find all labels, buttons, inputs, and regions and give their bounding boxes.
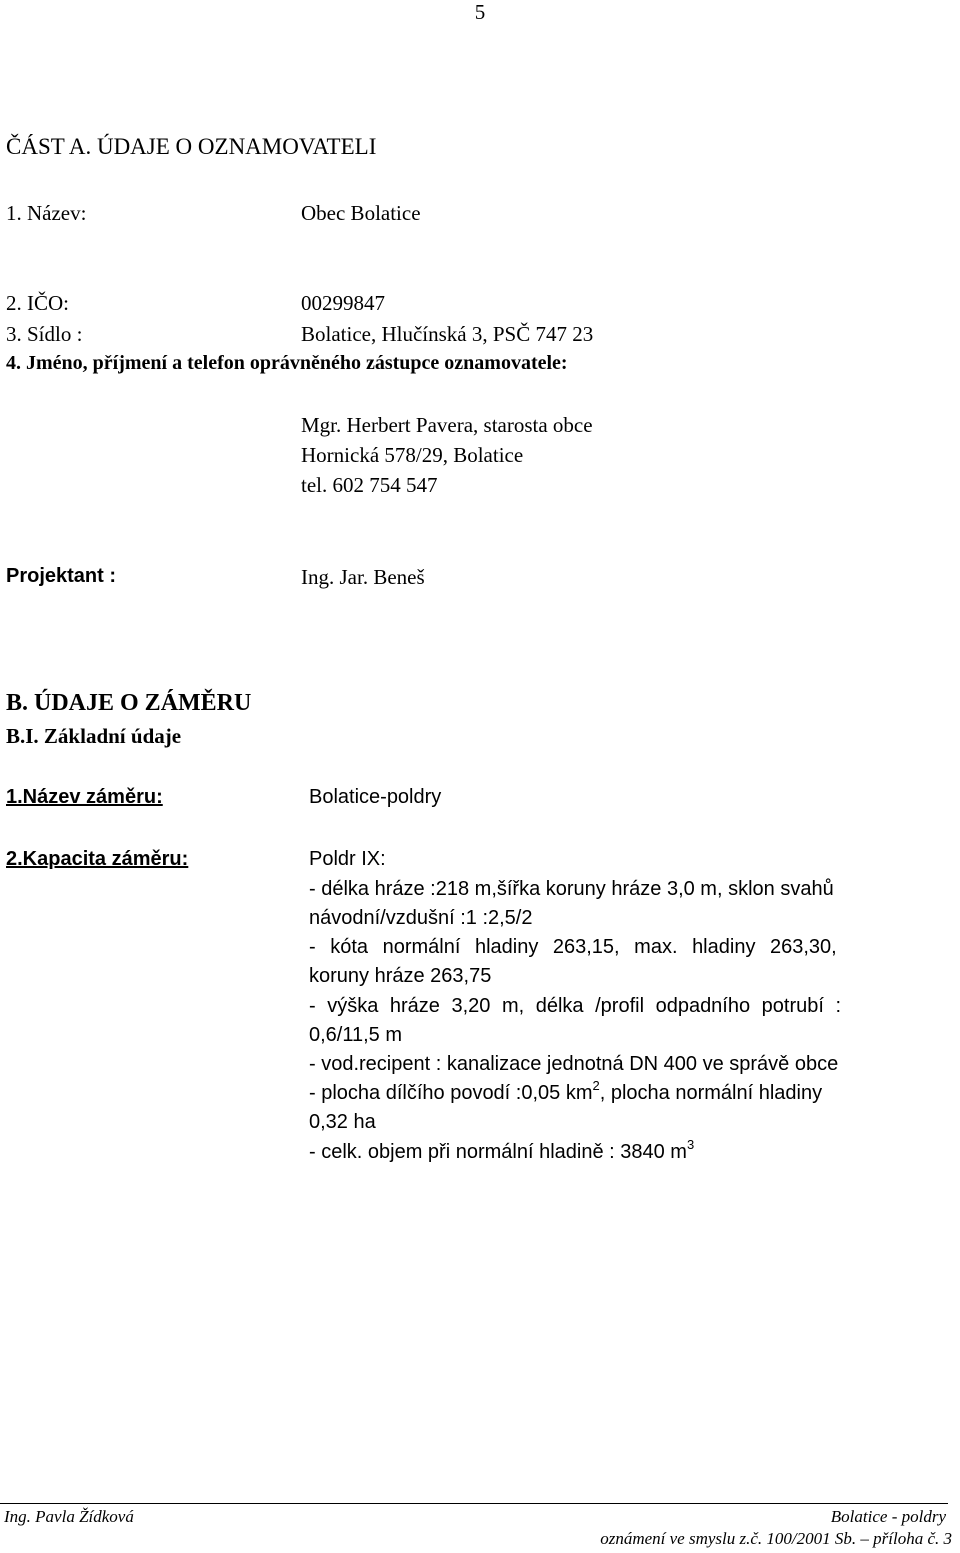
seat-value: Bolatice, Hlučínská 3, PSČ 747 23 [301, 322, 594, 346]
footer-author: Ing. Pavla Žídková [4, 1507, 134, 1526]
item-1-label: 1.Název záměru: [6, 786, 163, 808]
name-value: Obec Bolatice [301, 201, 421, 225]
section-b-subheading: B.I. Základní údaje [6, 724, 182, 748]
seat-label: 3. Sídlo : [6, 322, 83, 346]
designer-value: Ing. Jar. Beneš [301, 565, 425, 589]
capacity-line: koruny hráze 263,75 [309, 965, 492, 987]
capacity-line-text: - plocha dílčího povodí :0,05 km [309, 1082, 593, 1104]
capacity-line: - kóta normální hladiny 263,15, max. hladiny 263,30, [309, 936, 837, 958]
capacity-line-text: - celk. objem při normální hladině : 3840 m [309, 1141, 687, 1163]
designer-label: Projektant : [6, 565, 117, 587]
footer-note: oznámení ve smyslu z.č. 100/2001 Sb. – příloha č. 3 [600, 1529, 952, 1548]
section-b-heading: B. ÚDAJE O ZÁMĚRU [6, 690, 252, 716]
capacity-line [309, 1078, 823, 1105]
name-label: 1. Název: [6, 201, 87, 225]
capacity-line: 0,6/11,5 m [309, 1024, 403, 1046]
ico-label: 2. IČO: [6, 291, 69, 315]
footer-rule [0, 1503, 948, 1504]
footer-project: Bolatice - poldry [830, 1507, 946, 1526]
superscript: 3 [686, 1137, 695, 1152]
section-a-heading: ČÁST A. ÚDAJE O OZNAMOVATELI [6, 134, 377, 159]
representative-line-1: Mgr. Herbert Pavera, starosta obce [301, 413, 593, 437]
capacity-line: návodní/vzdušní :1 :2,5/2 [309, 907, 533, 929]
capacity-line: - délka hráze :218 m,šířka koruny hráze 3,0 m, sklon svahů [309, 878, 834, 900]
representative-label: 4. Jméno, příjmení a telefon oprávněného zástupce oznamovatele: [6, 352, 568, 374]
item-1-value: Bolatice-poldry [309, 786, 442, 808]
superscript: 2 [592, 1078, 600, 1093]
ico-value: 00299847 [301, 291, 385, 315]
capacity-line: 0,32 ha [309, 1111, 376, 1133]
capacity-line: - vod.recipent : kanalizace jednotná DN 400 ve správě obce [309, 1053, 839, 1075]
page-number: 5 [474, 0, 486, 24]
item-2-title: Poldr IX: [309, 848, 386, 870]
capacity-line: - výška hráze 3,20 m, délka /profil odpadního potrubí : [309, 995, 842, 1017]
capacity-line-text: , plocha normální hladiny [599, 1082, 823, 1104]
capacity-line [309, 1137, 695, 1164]
representative-phone: tel. 602 754 547 [301, 473, 438, 497]
item-2-label: 2.Kapacita záměru: [6, 848, 189, 870]
representative-line-2: Hornická 578/29, Bolatice [301, 443, 524, 467]
